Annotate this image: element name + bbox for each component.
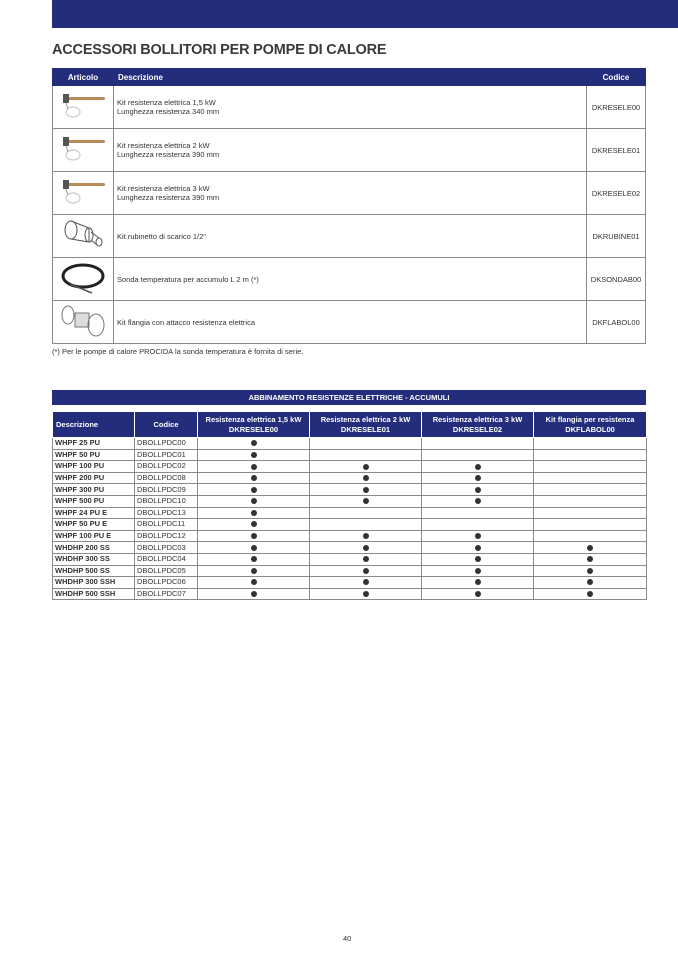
- code-cell: DBOLLPDC10: [135, 495, 198, 507]
- compatibility-cell: [422, 472, 534, 484]
- compatibility-cell: [198, 553, 310, 565]
- compatible-dot-icon: [251, 568, 257, 574]
- compatibility-cell: [534, 495, 647, 507]
- product-image: [53, 172, 114, 215]
- column-header: [310, 412, 422, 438]
- compatibility-cell: [310, 542, 422, 554]
- table-row: [53, 258, 646, 301]
- compatibility-cell: [422, 542, 534, 554]
- model-cell: WHDHP 500 SSH: [53, 588, 135, 600]
- compatibility-cell: [534, 577, 647, 589]
- code-cell: DBOLLPDC04: [135, 553, 198, 565]
- compatible-dot-icon: [251, 521, 257, 527]
- table-row: [53, 507, 647, 519]
- code-cell: DBOLLPDC02: [135, 461, 198, 473]
- model-cell: WHPF 25 PU: [53, 438, 135, 450]
- description-cell: [114, 86, 587, 129]
- compatibility-cell: [534, 438, 647, 450]
- model-cell: WHDHP 300 SSH: [53, 577, 135, 589]
- description-line2: Lunghezza resistenza 340 mm: [117, 107, 220, 116]
- compatible-dot-icon: [475, 464, 481, 470]
- header-descrizione: Descrizione: [114, 69, 587, 86]
- compatible-dot-icon: [363, 556, 369, 562]
- compatibility-cell: [198, 472, 310, 484]
- code-cell: DBOLLPDC06: [135, 577, 198, 589]
- compatible-dot-icon: [587, 579, 593, 585]
- compatible-dot-icon: [363, 487, 369, 493]
- header-banner: [52, 0, 678, 28]
- compatibility-cell: [310, 553, 422, 565]
- compatibility-cell: [310, 565, 422, 577]
- compatible-dot-icon: [475, 487, 481, 493]
- description-line1: Kit rubinetto di scarico 1/2": [117, 231, 206, 241]
- compatible-dot-icon: [363, 579, 369, 585]
- heating-element-icon: [57, 157, 109, 166]
- compatibility-cell: [198, 542, 310, 554]
- compatibility-cell: [422, 484, 534, 496]
- product-image: [53, 301, 114, 344]
- flange-kit-icon: [59, 332, 107, 341]
- header-line2: DKRESELE01: [340, 424, 391, 434]
- compatibility-cell: [422, 495, 534, 507]
- table-row: [53, 172, 646, 215]
- table-row: [53, 86, 646, 129]
- table-row: [53, 530, 647, 542]
- code-cell: DKFLABOL00: [587, 301, 646, 344]
- compatible-dot-icon: [251, 533, 257, 539]
- compatible-dot-icon: [587, 545, 593, 551]
- compatibility-cell: [422, 507, 534, 519]
- table-row: [53, 301, 646, 344]
- header-line2: DKRESELE02: [452, 424, 503, 434]
- compatibility-cell: [310, 461, 422, 473]
- header-codice: Codice: [587, 69, 646, 86]
- description-cell: [114, 129, 587, 172]
- table-row: [53, 129, 646, 172]
- product-image: [53, 215, 114, 258]
- compatibility-cell: [198, 530, 310, 542]
- compatible-dot-icon: [475, 579, 481, 585]
- compatibility-cell: [310, 577, 422, 589]
- compatible-dot-icon: [251, 556, 257, 562]
- compatible-dot-icon: [475, 591, 481, 597]
- model-cell: WHPF 500 PU: [53, 495, 135, 507]
- description-cell: [114, 215, 587, 258]
- model-cell: WHDHP 300 SS: [53, 553, 135, 565]
- table-header-row: [53, 69, 646, 86]
- table-row: [53, 519, 647, 531]
- compatibility-cell: [198, 588, 310, 600]
- model-cell: WHPF 100 PU E: [53, 530, 135, 542]
- compatibility-cell: [534, 553, 647, 565]
- model-cell: WHDHP 500 SS: [53, 565, 135, 577]
- compatibility-cell: [422, 553, 534, 565]
- header-line2: DKFLABOL00: [565, 424, 615, 434]
- compatible-dot-icon: [363, 568, 369, 574]
- compatible-dot-icon: [363, 591, 369, 597]
- compatibility-cell: [534, 507, 647, 519]
- description-line1: Kit flangia con attacco resistenza elettrica: [117, 317, 255, 327]
- column-header: [53, 412, 135, 438]
- table-row: [53, 484, 647, 496]
- product-image: [53, 129, 114, 172]
- code-cell: DBOLLPDC01: [135, 449, 198, 461]
- column-header: [534, 412, 647, 438]
- compatible-dot-icon: [251, 498, 257, 504]
- header-line1: Descrizione: [56, 419, 99, 429]
- code-cell: DBOLLPDC07: [135, 588, 198, 600]
- model-cell: WHDHP 200 SS: [53, 542, 135, 554]
- compatibility-cell: [198, 484, 310, 496]
- table-row: [53, 577, 647, 589]
- compatibility-cell: [310, 530, 422, 542]
- model-cell: WHPF 50 PU: [53, 449, 135, 461]
- model-cell: WHPF 50 PU E: [53, 519, 135, 531]
- code-cell: DKRESELE02: [587, 172, 646, 215]
- column-header: [198, 412, 310, 438]
- description-line2: Lunghezza resistenza 390 mm: [117, 193, 220, 202]
- heating-element-icon: [57, 200, 109, 209]
- compatible-dot-icon: [587, 568, 593, 574]
- compatible-dot-icon: [251, 475, 257, 481]
- compatible-dot-icon: [251, 487, 257, 493]
- matching-table: [52, 411, 647, 600]
- table-header-row: [53, 412, 647, 438]
- temperature-probe-icon: [58, 289, 108, 298]
- header-articolo: Articolo: [53, 69, 114, 86]
- header-line1: Resistenza elettrica 2 kW: [320, 414, 411, 424]
- code-cell: DBOLLPDC13: [135, 507, 198, 519]
- page-title: ACCESSORI BOLLITORI PER POMPE DI CALORE: [52, 42, 387, 58]
- table-row: [53, 542, 647, 554]
- model-cell: WHPF 200 PU: [53, 472, 135, 484]
- compatibility-cell: [422, 577, 534, 589]
- compatibility-cell: [310, 495, 422, 507]
- compatible-dot-icon: [363, 498, 369, 504]
- compatible-dot-icon: [363, 464, 369, 470]
- compatibility-cell: [310, 438, 422, 450]
- description-line1: Sonda temperatura per accumulo L 2 m (*): [117, 274, 259, 284]
- compatibility-cell: [198, 507, 310, 519]
- compatibility-cell: [422, 588, 534, 600]
- column-header: [422, 412, 534, 438]
- compatibility-cell: [422, 530, 534, 542]
- description-cell: [114, 301, 587, 344]
- code-cell: DKRUBINE01: [587, 215, 646, 258]
- compatible-dot-icon: [363, 475, 369, 481]
- compatible-dot-icon: [475, 533, 481, 539]
- model-cell: WHPF 100 PU: [53, 461, 135, 473]
- compatibility-cell: [534, 484, 647, 496]
- model-cell: WHPF 24 PU E: [53, 507, 135, 519]
- compatibility-cell: [198, 449, 310, 461]
- description-cell: [114, 172, 587, 215]
- compatible-dot-icon: [363, 533, 369, 539]
- table-row: [53, 449, 647, 461]
- compatibility-cell: [198, 577, 310, 589]
- compatibility-cell: [422, 519, 534, 531]
- compatible-dot-icon: [475, 475, 481, 481]
- description-line1: Kit resistenza elettrica 3 kW: [117, 184, 210, 193]
- code-cell: DBOLLPDC08: [135, 472, 198, 484]
- header-line1: Resistenza elettrica 1,5 kW: [205, 414, 302, 424]
- compatible-dot-icon: [251, 510, 257, 516]
- header-line2: DKRESELE00: [228, 424, 279, 434]
- column-header: [135, 412, 198, 438]
- compatible-dot-icon: [363, 545, 369, 551]
- matching-table-title: ABBINAMENTO RESISTENZE ELETTRICHE - ACCUMULI: [52, 390, 646, 405]
- code-cell: DBOLLPDC09: [135, 484, 198, 496]
- footnote: (*) Per le pompe di calore PROCIDA la sonda temperatura è fornita di serie.: [52, 347, 304, 356]
- header-line1: Resistenza elettrica 3 kW: [432, 414, 523, 424]
- code-cell: DBOLLPDC05: [135, 565, 198, 577]
- description-line2: Lunghezza resistenza 390 mm: [117, 150, 220, 159]
- compatibility-cell: [198, 565, 310, 577]
- compatible-dot-icon: [475, 498, 481, 504]
- model-cell: WHPF 300 PU: [53, 484, 135, 496]
- code-cell: DKSONDAB00: [587, 258, 646, 301]
- table-row: [53, 553, 647, 565]
- compatibility-cell: [310, 588, 422, 600]
- compatible-dot-icon: [251, 464, 257, 470]
- code-cell: DBOLLPDC00: [135, 438, 198, 450]
- accessories-table: [52, 68, 646, 344]
- compatibility-cell: [534, 461, 647, 473]
- table-row: [53, 215, 646, 258]
- compatibility-cell: [310, 519, 422, 531]
- compatible-dot-icon: [587, 556, 593, 562]
- compatibility-cell: [534, 542, 647, 554]
- header-line1: Kit flangia per resistenza: [545, 414, 635, 424]
- compatibility-cell: [422, 565, 534, 577]
- compatible-dot-icon: [251, 440, 257, 446]
- compatibility-cell: [534, 588, 647, 600]
- compatible-dot-icon: [251, 452, 257, 458]
- product-image: [53, 86, 114, 129]
- compatible-dot-icon: [587, 591, 593, 597]
- table-row: [53, 438, 647, 450]
- compatibility-cell: [534, 530, 647, 542]
- compatibility-cell: [534, 565, 647, 577]
- compatible-dot-icon: [251, 579, 257, 585]
- compatibility-cell: [422, 449, 534, 461]
- code-cell: DKRESELE00: [587, 86, 646, 129]
- compatibility-cell: [310, 449, 422, 461]
- compatibility-cell: [534, 472, 647, 484]
- compatibility-cell: [310, 472, 422, 484]
- table-row: [53, 461, 647, 473]
- table-row: [53, 472, 647, 484]
- compatible-dot-icon: [251, 591, 257, 597]
- description-line1: Kit resistenza elettrica 1,5 kW: [117, 98, 216, 107]
- heating-element-icon: [57, 114, 109, 123]
- table-row: [53, 565, 647, 577]
- code-cell: DBOLLPDC12: [135, 530, 198, 542]
- description-line1: Kit resistenza elettrica 2 kW: [117, 141, 210, 150]
- compatibility-cell: [310, 484, 422, 496]
- compatibility-cell: [198, 495, 310, 507]
- compatible-dot-icon: [475, 545, 481, 551]
- product-image: [53, 258, 114, 301]
- header-line1: Codice: [153, 419, 179, 429]
- code-cell: DKRESELE01: [587, 129, 646, 172]
- table-row: [53, 588, 647, 600]
- description-cell: [114, 258, 587, 301]
- compatibility-cell: [310, 507, 422, 519]
- compatibility-cell: [198, 519, 310, 531]
- page-number: 40: [343, 934, 352, 943]
- compatibility-cell: [534, 449, 647, 461]
- compatibility-cell: [198, 461, 310, 473]
- compatibility-cell: [422, 461, 534, 473]
- compatibility-cell: [422, 438, 534, 450]
- code-cell: DBOLLPDC11: [135, 519, 198, 531]
- compatible-dot-icon: [475, 568, 481, 574]
- code-cell: DBOLLPDC03: [135, 542, 198, 554]
- compatible-dot-icon: [251, 545, 257, 551]
- drain-valve-icon: [61, 245, 105, 254]
- compatible-dot-icon: [475, 556, 481, 562]
- table-row: [53, 495, 647, 507]
- compatibility-cell: [534, 519, 647, 531]
- compatibility-cell: [198, 438, 310, 450]
